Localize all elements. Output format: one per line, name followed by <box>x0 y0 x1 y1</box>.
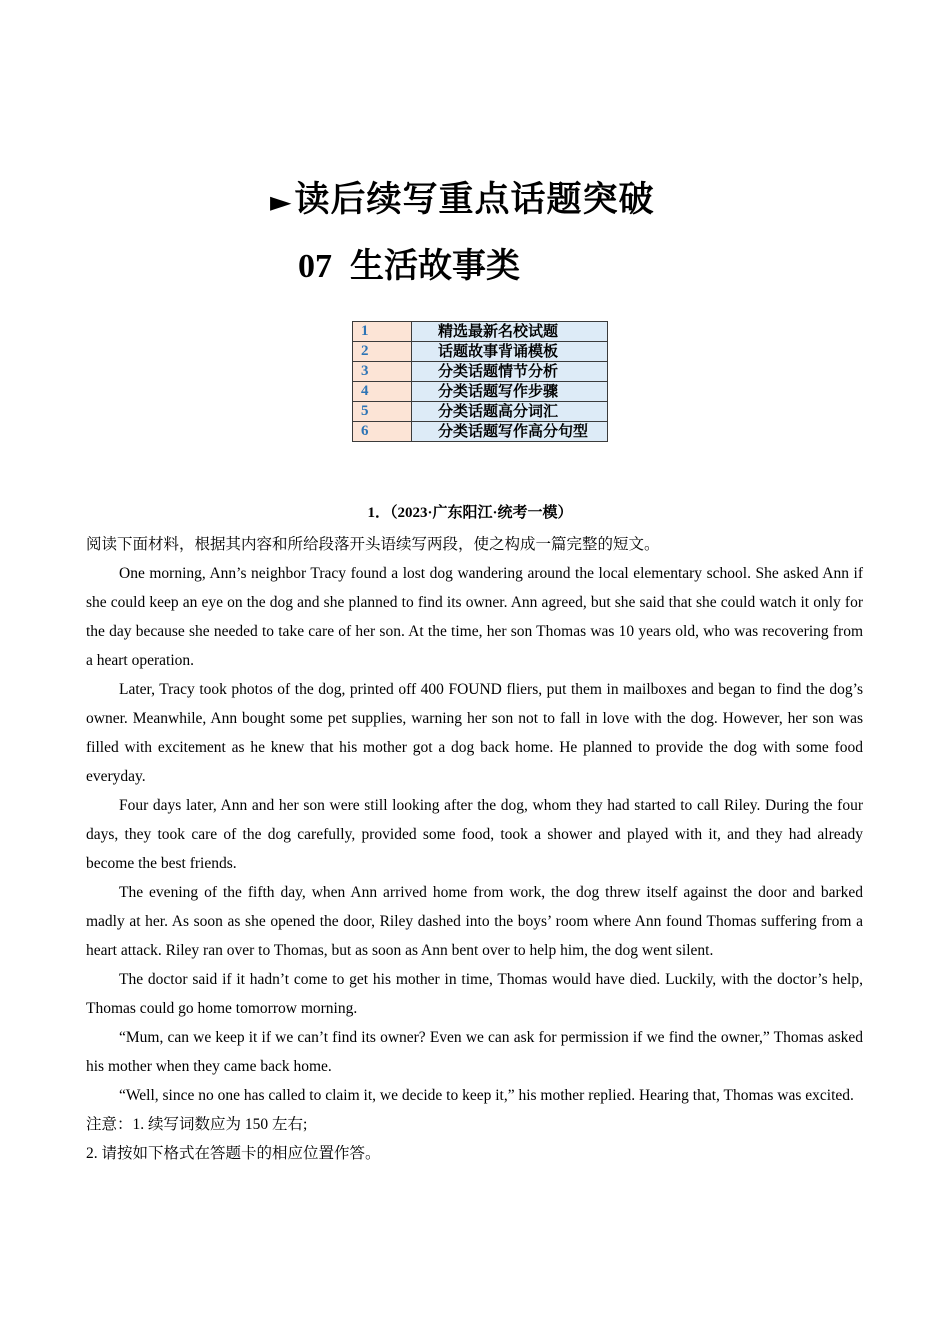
story-paragraph: The evening of the fifth day, when Ann arrived home from work, the dog threw itself against the door and barked madly at her. As soon as she opened the door, Riley dashed into the boys’ room where Ann found Thomas suffering from a heart attack. Riley ran over to Thomas, but as soon as Ann bent over to help him, the dog went silent. <box>86 884 863 959</box>
contents-label: 精选最新名校试题 <box>412 322 608 342</box>
page-subtitle <box>298 238 520 287</box>
contents-row <box>353 322 608 342</box>
contents-label: 分类话题写作高分句型 <box>412 422 608 442</box>
story-paragraph: “Well, since no one has called to claim it, we decide to keep it,” his mother replied. Hearing that, Thomas was excited. <box>119 1087 854 1104</box>
contents-row <box>353 382 608 402</box>
question-heading-text: 1．（2023·广东阳江·统考一模） <box>367 505 573 521</box>
story-paragraph: One morning, Ann’s neighbor Tracy found a lost dog wandering around the local elementary school. She asked Ann if she could keep an eye on the dog and she planned to find its owner. Ann agreed, but she said that she could watch it only for the day because she needed to take care of her son. At the time, her son Thomas was 10 years old, who was recovering from a heart operation. <box>86 565 863 669</box>
page-title-text: 读后续写重点话题突破 <box>294 180 655 220</box>
contents-index: 1 <box>353 322 412 342</box>
subtitle-text: 生活故事类 <box>350 246 520 286</box>
question-body <box>86 530 863 1168</box>
contents-label: 分类话题情节分析 <box>412 362 608 382</box>
story-paragraph: Later, Tracy took photos of the dog, printed off 400 FOUND fliers, put them in mailboxes and began to find the dog’s owner. Meanwhile, Ann bought some pet supplies, warning her son not to fall in love with the dog. However, her son was filled with excitement as he knew that his mother got a dog back home. He planned to provide the dog with some food everyday. <box>86 681 863 785</box>
contents-row <box>353 402 608 422</box>
contents-index: 2 <box>353 342 412 362</box>
contents-row <box>353 342 608 362</box>
contents-row <box>353 422 608 442</box>
triangle-bullet-icon: ► <box>270 185 293 218</box>
contents-label: 分类话题高分词汇 <box>412 402 608 422</box>
contents-index: 6 <box>353 422 412 442</box>
contents-index: 4 <box>353 382 412 402</box>
story-paragraph: “Mum, can we keep it if we can’t find its owner? Even we can ask for permission if we find the owner,” Thomas asked his mother when they came back home. <box>86 1029 863 1075</box>
contents-table <box>352 321 608 442</box>
note-answer-format: 2. 请按如下格式在答题卡的相应位置作答。 <box>86 1145 381 1162</box>
contents-index: 3 <box>353 362 412 382</box>
contents-row <box>353 362 608 382</box>
contents-label: 话题故事背诵模板 <box>412 342 608 362</box>
story-paragraph: The doctor said if it hadn’t come to get his mother in time, Thomas would have died. Luckily, with the doctor’s help, Thomas could go home tomorrow morning. <box>86 971 863 1017</box>
note-word-count: 注意：1. 续写词数应为 150 左右; <box>86 1116 308 1133</box>
story-paragraph: Four days later, Ann and her son were still looking after the dog, whom they had started to call Riley. During the four days, they took care of the dog carefully, provided some food, took a shower and played with it, and they had already become the best friends. <box>86 797 863 872</box>
question-heading <box>0 501 950 522</box>
contents-index: 5 <box>353 402 412 422</box>
page-title <box>270 172 655 222</box>
question-instruction: 阅读下面材料，根据其内容和所给段落开头语续写两段，使之构成一篇完整的短文。 <box>86 536 660 553</box>
contents-label: 分类话题写作步骤 <box>412 382 608 402</box>
subtitle-number: 07 <box>298 248 332 285</box>
